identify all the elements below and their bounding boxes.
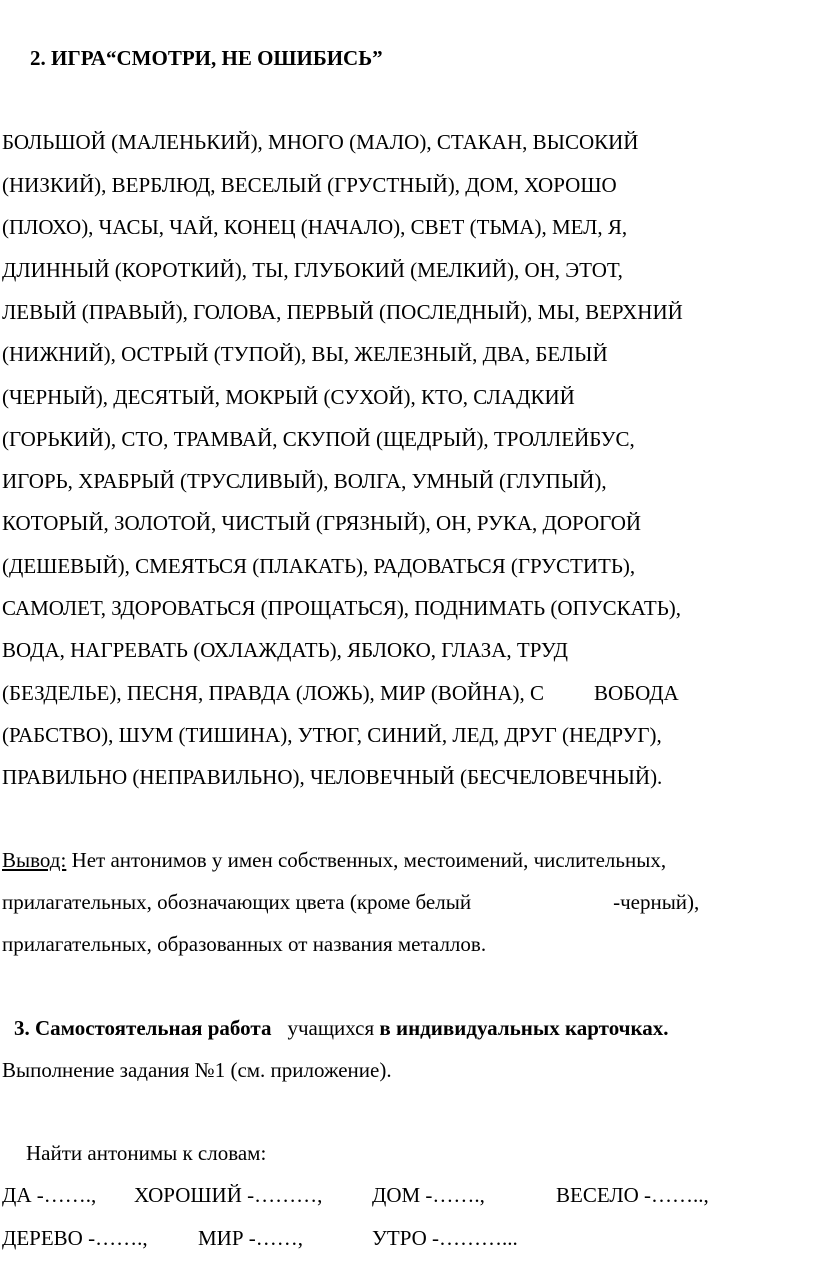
task3-heading-bold-1: 3. Самостоятельная работа — [14, 1016, 272, 1040]
conclusion-line-3: прилагательных, образованных от названия металлов. — [2, 932, 487, 956]
game-line-7: (ЧЕРНЫЙ), ДЕСЯТЫЙ, МОКРЫЙ (СУХОЙ), КТО, СЛАДКИЙ — [2, 385, 575, 409]
task3-heading — [14, 1016, 669, 1040]
game-line-6: (НИЖНИЙ), ОСТРЫЙ (ТУПОЙ), ВЫ, ЖЕЛЕЗНЫЙ, ДВА, БЕЛЫЙ — [2, 342, 608, 366]
conclusion-line-2 — [2, 890, 699, 914]
exercise-word-utro: УТРО -………... — [372, 1226, 518, 1250]
game-line-16: ПРАВИЛЬНО (НЕПРАВИЛЬНО), ЧЕЛОВЕЧНЫЙ (БЕСЧЕЛОВЕЧНЫЙ). — [2, 765, 663, 789]
game-line-5: ЛЕВЫЙ (ПРАВЫЙ), ГОЛОВА, ПЕРВЫЙ (ПОСЛЕДНЫЙ), МЫ, ВЕРХНИЙ — [2, 300, 683, 324]
game-line-4: ДЛИННЫЙ (КОРОТКИЙ), ТЫ, ГЛУБОКИЙ (МЕЛКИЙ), ОН, ЭТОТ, — [2, 258, 623, 282]
exercise-word-dom: ДОМ -……., — [372, 1183, 485, 1207]
conclusion-line-1 — [2, 848, 666, 872]
exercise-word-derevo: ДЕРЕВО -……., — [2, 1226, 148, 1250]
task3-heading-bold-2: в индивидуальных карточках. — [379, 1016, 669, 1040]
game-line-14-part-a: (БЕЗДЕЛЬЕ), ПЕСНЯ, ПРАВДА (ЛОЖЬ), МИР (ВОЙНА), С — [2, 681, 544, 705]
game-line-10: КОТОРЫЙ, ЗОЛОТОЙ, ЧИСТЫЙ (ГРЯЗНЫЙ), ОН, РУКА, ДОРОГОЙ — [2, 511, 642, 535]
game-line-15: (РАБСТВО), ШУМ (ТИШИНА), УТЮГ, СИНИЙ, ЛЕД, ДРУГ (НЕДРУГ), — [2, 723, 662, 747]
exercise-prompt: Найти антонимы к словам: — [26, 1141, 267, 1165]
task3-heading-normal: учащихся — [287, 1016, 375, 1040]
game-line-2: (НИЗКИЙ), ВЕРБЛЮД, ВЕСЕЛЫЙ (ГРУСТНЫЙ), ДОМ, ХОРОШО — [2, 173, 617, 197]
conclusion-text-2b: -черный), — [613, 890, 700, 914]
conclusion-text-2a: прилагательных, обозначающих цвета (кроме белый — [2, 890, 472, 914]
conclusion-label: Вывод: — [2, 848, 67, 872]
conclusion-text-1: Нет антонимов у имен собственных, местоимений, числительных, — [71, 848, 667, 872]
exercise-word-veselo: ВЕСЕЛО -…….., — [556, 1183, 709, 1207]
exercise-word-horoshiy: ХОРОШИЙ -………, — [134, 1183, 323, 1207]
game-line-3: (ПЛОХО), ЧАСЫ, ЧАЙ, КОНЕЦ (НАЧАЛО), СВЕТ (ТЬМА), МЕЛ, Я, — [2, 215, 628, 239]
game-heading: 2. ИГРА“СМОТРИ, НЕ ОШИБИСЬ” — [30, 46, 383, 70]
game-line-12: САМОЛЕТ, ЗДОРОВАТЬСЯ (ПРОЩАТЬСЯ), ПОДНИМАТЬ (ОПУСКАТЬ), — [2, 596, 682, 620]
game-line-13: ВОДА, НАГРЕВАТЬ (ОХЛАЖДАТЬ), ЯБЛОКО, ГЛАЗА, ТРУД — [2, 638, 568, 662]
game-line-1: БОЛЬШОЙ (МАЛЕНЬКИЙ), МНОГО (МАЛО), СТАКАН, ВЫСОКИЙ — [2, 130, 639, 154]
game-line-14-part-b: ВОБОДА — [594, 681, 679, 705]
exercise-word-da: ДА -……., — [2, 1183, 97, 1207]
game-line-8: (ГОРЬКИЙ), СТО, ТРАМВАЙ, СКУПОЙ (ЩЕДРЫЙ), ТРОЛЛЕЙБУС, — [2, 427, 635, 451]
game-line-14 — [2, 681, 679, 705]
game-line-11: (ДЕШЕВЫЙ), СМЕЯТЬСЯ (ПЛАКАТЬ), РАДОВАТЬСЯ (ГРУСТИТЬ), — [2, 554, 636, 578]
task3-line-2: Выполнение задания №1 (см. приложение). — [2, 1058, 392, 1082]
game-line-9: ИГОРЬ, ХРАБРЫЙ (ТРУСЛИВЫЙ), ВОЛГА, УМНЫЙ (ГЛУПЫЙ), — [2, 469, 607, 493]
exercise-word-mir: МИР -……, — [198, 1226, 304, 1250]
